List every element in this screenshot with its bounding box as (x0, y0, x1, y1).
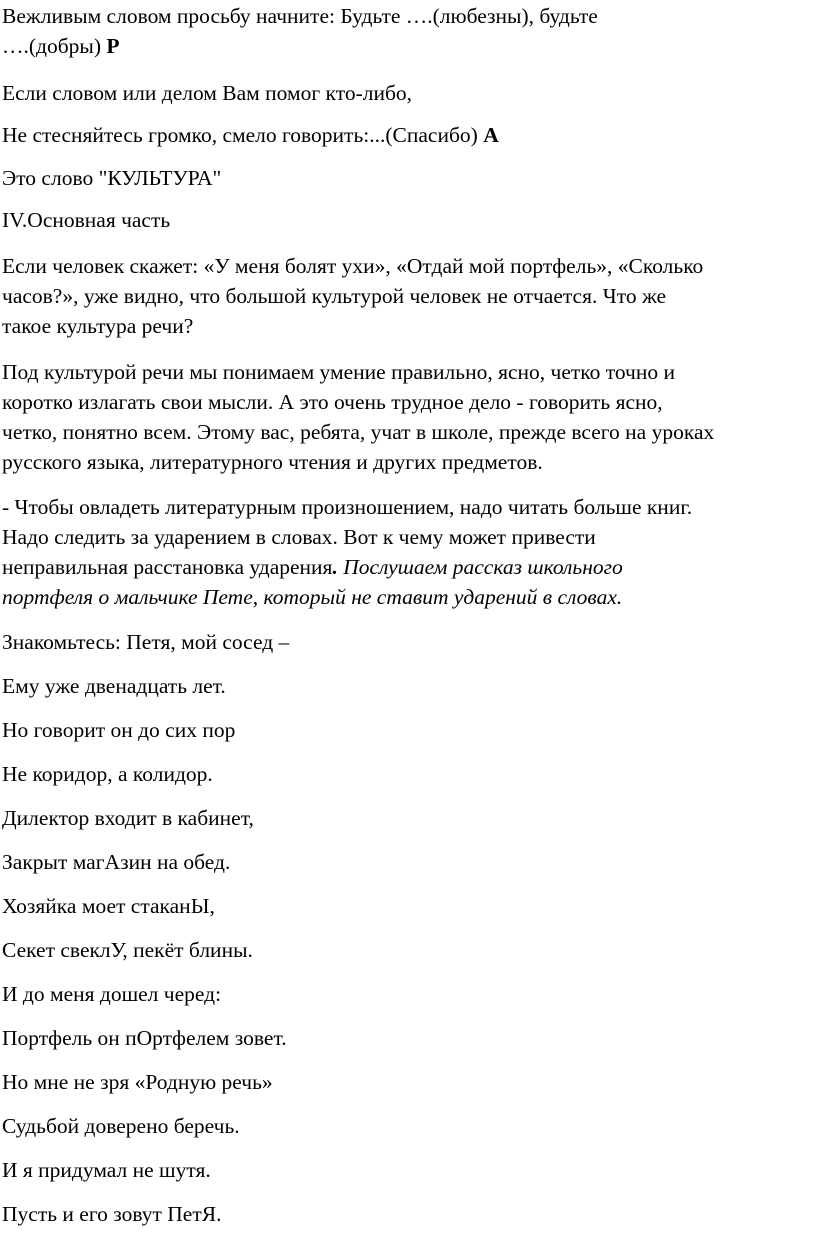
paragraph-polite-request-line-1: Вежливым словом просьбу начните: Будьте ….(любезны), будьте (2, 4, 598, 28)
poem-line: Хозяйка моет стаканЫ, (2, 894, 215, 918)
text-run: Не стесняйтесь громко, смело говорить:...(Спасибо) (2, 123, 484, 147)
paragraph-polite-request-line-2 (2, 31, 120, 61)
section-heading: IV.Основная часть (2, 208, 171, 232)
paragraph-speech-example-line-3: такое культура речи? (2, 314, 194, 338)
paragraph-help-line: Если словом или делом Вам помог кто-либо, (2, 81, 413, 105)
poem-line: И до меня дошел черед: (2, 982, 222, 1006)
poem-line: Но мне не зря «Родную речь» (2, 1070, 273, 1094)
paragraph-thanks-line (2, 120, 499, 150)
paragraph-speech-culture-line-1: Под культурой речи мы понимаем умение правильно, ясно, четко точно и (2, 360, 676, 384)
answer-letter: Р (106, 34, 120, 58)
poem-line: И я придумал не шутя. (2, 1158, 211, 1182)
paragraph-speech-culture-line-4: русского языка, литературного чтения и других предметов. (2, 450, 543, 474)
text-run: неправильная расстановка ударения (2, 555, 333, 579)
text-run-italic: Послушаем рассказ школьного (337, 555, 623, 579)
poem-line: Знакомьтесь: Петя, мой сосед – (2, 630, 290, 654)
poem-line: Закрыт магАзин на обед. (2, 850, 231, 874)
paragraph-pronunciation-line-3 (2, 552, 623, 582)
text-run: ….(добры) (2, 34, 107, 58)
paragraph-culture-word: Это слово "КУЛЬТУРА" (2, 166, 222, 190)
poem-line: Портфель он пОртфелем зовет. (2, 1026, 287, 1050)
poem-line: Не коридор, а колидор. (2, 762, 213, 786)
answer-letter: А (483, 123, 499, 147)
paragraph-pronunciation-line-2: Надо следить за ударением в словах. Вот к чему может привести (2, 525, 596, 549)
paragraph-pronunciation-line-4: портфеля о мальчике Пете, который не ставит ударений в словах. (2, 585, 623, 609)
paragraph-speech-culture-line-2: коротко излагать свои мысли. А это очень трудное дело - говорить ясно, (2, 390, 663, 414)
text-run-bold-italic: . (332, 555, 338, 579)
poem-line: Но говорит он до сих пор (2, 718, 236, 742)
paragraph-pronunciation-line-1: - Чтобы овладеть литературным произношением, надо читать больше книг. (2, 495, 693, 519)
poem-line: Судьбой доверено беречь. (2, 1114, 240, 1138)
poem-line: Дилектор входит в кабинет, (2, 806, 254, 830)
paragraph-speech-example-line-2: часов?», уже видно, что большой культурой человек не отчается. Что же (2, 284, 667, 308)
poem-line: Секет свеклУ, пекёт блины. (2, 938, 253, 962)
poem-line: Пусть и его зовут ПетЯ. (2, 1202, 222, 1226)
poem-line: Ему уже двенадцать лет. (2, 674, 226, 698)
paragraph-speech-example-line-1: Если человек скажет: «У меня болят ухи», «Отдай мой портфель», «Сколько (2, 254, 704, 278)
paragraph-speech-culture-line-3: четко, понятно всем. Этому вас, ребята, учат в школе, прежде всего на уроках (2, 420, 715, 444)
